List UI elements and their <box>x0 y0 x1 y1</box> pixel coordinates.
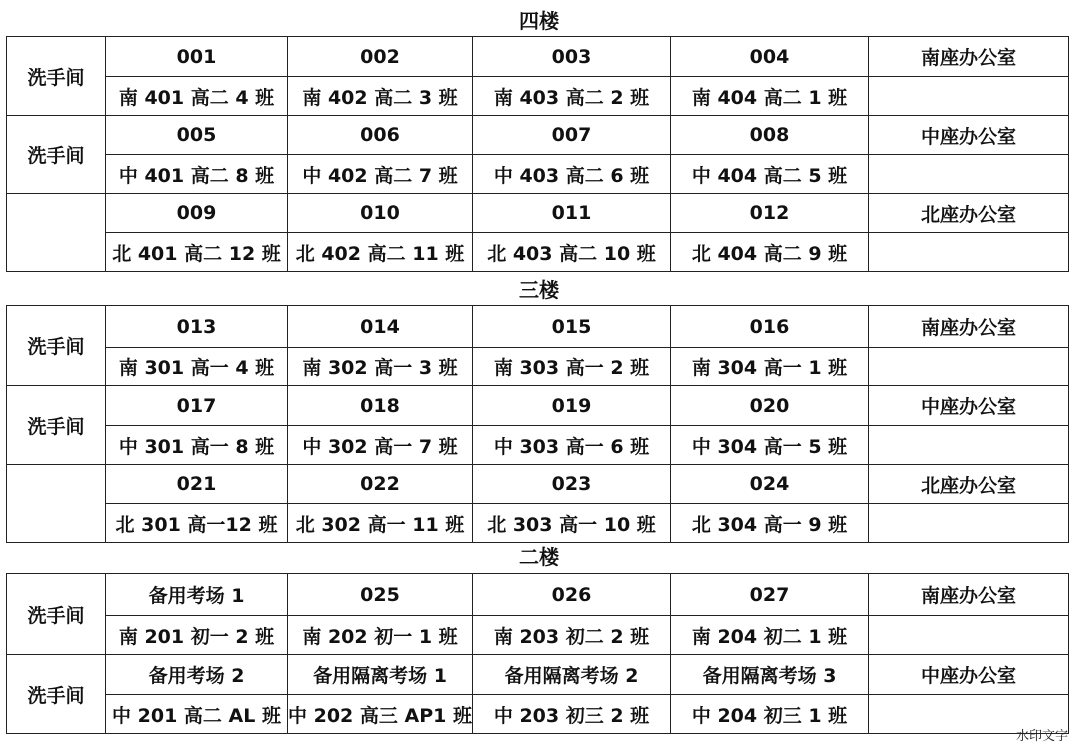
exam-room-code: 022 <box>288 465 473 504</box>
restroom-cell: 洗手间 <box>7 386 106 465</box>
exam-room-code: 027 <box>671 574 869 616</box>
class-room-label: 中 302 高一 7 班 <box>288 426 473 465</box>
class-room-label: 北 304 高一 9 班 <box>671 504 869 543</box>
office-cell: 中座办公室 <box>869 655 1069 695</box>
exam-room-code: 014 <box>288 306 473 348</box>
empty-cell <box>869 77 1069 116</box>
class-room-label: 南 302 高一 3 班 <box>288 348 473 386</box>
class-room-label: 中 204 初三 1 班 <box>671 695 869 734</box>
office-cell: 南座办公室 <box>869 306 1069 348</box>
exam-room-code: 001 <box>106 37 288 77</box>
exam-room-code: 备用隔离考场 2 <box>473 655 671 695</box>
office-cell: 中座办公室 <box>869 386 1069 426</box>
class-room-label: 中 402 高二 7 班 <box>288 155 473 194</box>
class-room-label: 南 202 初一 1 班 <box>288 616 473 655</box>
exam-room-code: 006 <box>288 116 473 155</box>
exam-room-code: 备用隔离考场 1 <box>288 655 473 695</box>
exam-room-code: 备用考场 2 <box>106 655 288 695</box>
class-room-label: 中 304 高一 5 班 <box>671 426 869 465</box>
office-cell: 北座办公室 <box>869 465 1069 504</box>
exam-room-code: 015 <box>473 306 671 348</box>
empty-cell <box>869 616 1069 655</box>
room-code-row <box>7 574 1069 616</box>
class-room-label: 南 203 初二 2 班 <box>473 616 671 655</box>
class-room-row <box>7 426 1069 465</box>
exam-room-code: 026 <box>473 574 671 616</box>
restroom-cell: 洗手间 <box>7 37 106 116</box>
exam-room-code: 004 <box>671 37 869 77</box>
class-room-label: 北 303 高一 10 班 <box>473 504 671 543</box>
exam-room-code: 016 <box>671 306 869 348</box>
class-room-label: 北 302 高一 11 班 <box>288 504 473 543</box>
class-room-label: 北 301 高一12 班 <box>106 504 288 543</box>
exam-room-code: 021 <box>106 465 288 504</box>
exam-room-code: 019 <box>473 386 671 426</box>
class-room-row <box>7 348 1069 386</box>
class-room-label: 南 303 高一 2 班 <box>473 348 671 386</box>
room-code-row <box>7 116 1069 155</box>
floor-room-table <box>6 305 1069 543</box>
class-room-label: 南 404 高二 1 班 <box>671 77 869 116</box>
floor-title: 二楼 <box>519 545 559 569</box>
exam-room-code: 018 <box>288 386 473 426</box>
empty-cell <box>869 426 1069 465</box>
class-room-row <box>7 233 1069 272</box>
class-room-label: 北 403 高二 10 班 <box>473 233 671 272</box>
exam-room-code: 025 <box>288 574 473 616</box>
class-room-label: 南 201 初一 2 班 <box>106 616 288 655</box>
class-room-label: 中 301 高一 8 班 <box>106 426 288 465</box>
class-room-label: 南 402 高二 3 班 <box>288 77 473 116</box>
floor-room-table <box>6 573 1069 734</box>
exam-room-code: 005 <box>106 116 288 155</box>
exam-room-code: 009 <box>106 194 288 233</box>
class-room-label: 南 301 高一 4 班 <box>106 348 288 386</box>
restroom-cell <box>7 465 106 543</box>
exam-room-code: 017 <box>106 386 288 426</box>
room-code-row <box>7 655 1069 695</box>
exam-room-code: 012 <box>671 194 869 233</box>
class-room-label: 中 401 高二 8 班 <box>106 155 288 194</box>
office-cell: 南座办公室 <box>869 37 1069 77</box>
exam-room-code: 024 <box>671 465 869 504</box>
class-room-label: 南 304 高一 1 班 <box>671 348 869 386</box>
room-code-row <box>7 386 1069 426</box>
empty-cell <box>869 504 1069 543</box>
restroom-cell: 洗手间 <box>7 116 106 194</box>
exam-room-code: 002 <box>288 37 473 77</box>
office-cell: 南座办公室 <box>869 574 1069 616</box>
class-room-label: 中 303 高一 6 班 <box>473 426 671 465</box>
class-room-label: 北 404 高二 9 班 <box>671 233 869 272</box>
class-room-label: 南 403 高二 2 班 <box>473 77 671 116</box>
exam-room-code: 020 <box>671 386 869 426</box>
exam-room-code: 010 <box>288 194 473 233</box>
restroom-cell: 洗手间 <box>7 306 106 386</box>
class-room-label: 北 402 高二 11 班 <box>288 233 473 272</box>
empty-cell <box>869 348 1069 386</box>
room-code-row <box>7 465 1069 504</box>
restroom-cell: 洗手间 <box>7 655 106 734</box>
class-room-row <box>7 155 1069 194</box>
restroom-cell <box>7 194 106 272</box>
exam-room-code: 023 <box>473 465 671 504</box>
exam-room-code: 008 <box>671 116 869 155</box>
class-room-row <box>7 695 1069 734</box>
floor-title: 四楼 <box>519 9 559 33</box>
class-room-label: 中 404 高二 5 班 <box>671 155 869 194</box>
class-room-row <box>7 77 1069 116</box>
floor-room-table <box>6 36 1069 272</box>
class-room-label: 中 201 高二 AL 班 <box>106 695 288 734</box>
class-room-row <box>7 504 1069 543</box>
room-code-row <box>7 306 1069 348</box>
class-room-row <box>7 616 1069 655</box>
class-room-label: 中 203 初三 2 班 <box>473 695 671 734</box>
exam-room-code: 013 <box>106 306 288 348</box>
class-room-label: 北 401 高二 12 班 <box>106 233 288 272</box>
class-room-label: 南 401 高二 4 班 <box>106 77 288 116</box>
watermark-text: 水印文字 <box>1015 729 1068 744</box>
floor-title: 三楼 <box>519 278 559 302</box>
class-room-label: 中 202 高三 AP1 班 <box>288 695 473 734</box>
exam-room-code: 011 <box>473 194 671 233</box>
exam-room-code: 备用隔离考场 3 <box>671 655 869 695</box>
empty-cell <box>869 233 1069 272</box>
empty-cell <box>869 155 1069 194</box>
exam-room-code: 007 <box>473 116 671 155</box>
restroom-cell: 洗手间 <box>7 574 106 655</box>
office-cell: 中座办公室 <box>869 116 1069 155</box>
class-room-label: 南 204 初二 1 班 <box>671 616 869 655</box>
office-cell: 北座办公室 <box>869 194 1069 233</box>
exam-room-code: 003 <box>473 37 671 77</box>
room-code-row <box>7 194 1069 233</box>
room-code-row <box>7 37 1069 77</box>
exam-room-code: 备用考场 1 <box>106 574 288 616</box>
class-room-label: 中 403 高二 6 班 <box>473 155 671 194</box>
